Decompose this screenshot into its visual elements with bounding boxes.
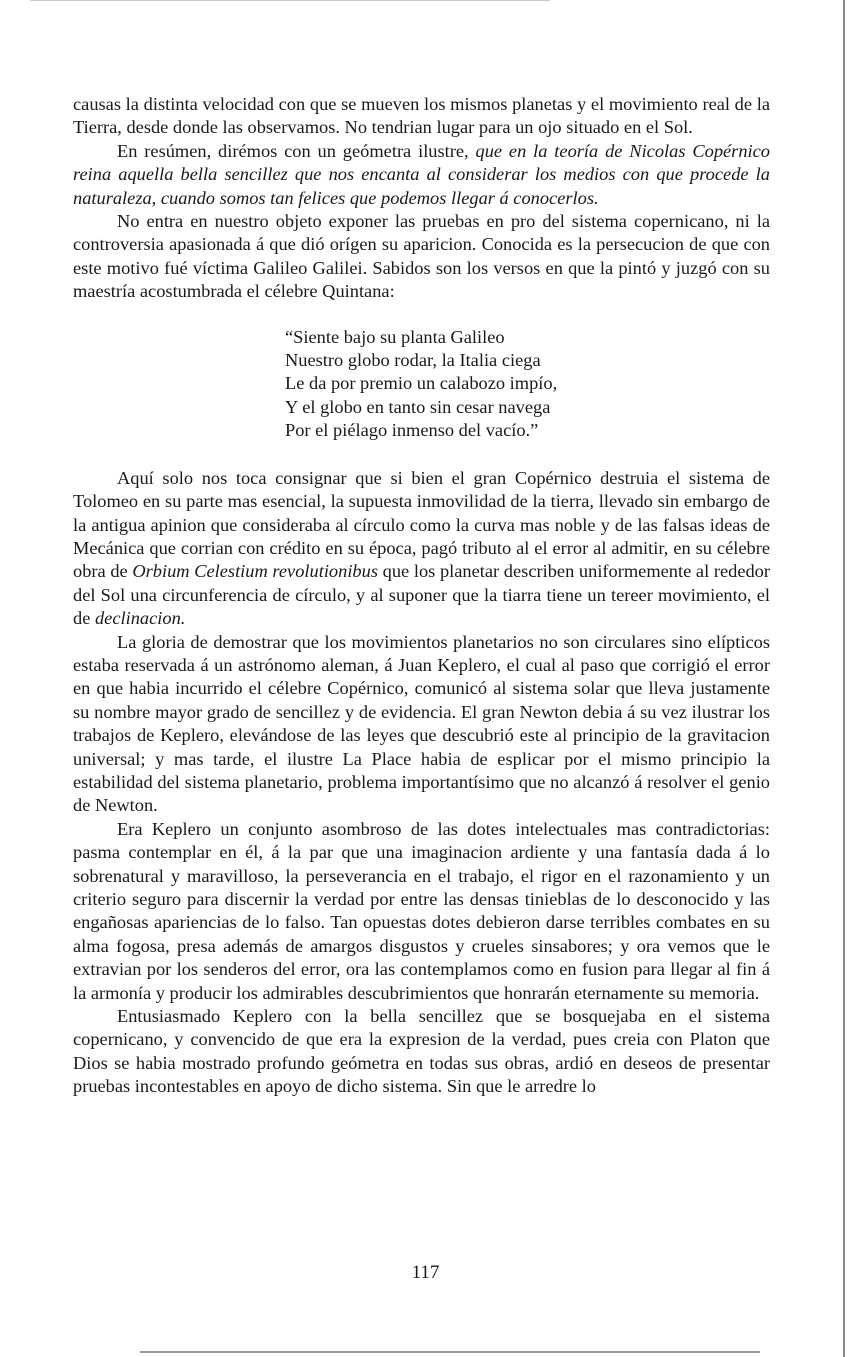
- paragraph-resumen-text: En resúmen, dirémos con un geómetra ilustre,: [117, 140, 476, 161]
- paragraph-keplero-gloria: La gloria de demostrar que los movimientos planetarios no son circulares sino elípticos estaba reservada á un astrónomo aleman, á Juan Keplero, el cual al paso que corrigió el error en que habia incurrido el célebre Copérnico, comunicó al sistema solar que lleva justamente su nombre mayor grado de sencillez y de evidencia. El gran Newton debia á su vez ilustrar los trabajos de Keplero, elevándose de las leyes que descubrió este al principio de la gravitacion universal; y mas tarde, el ilustre La Place habia de esplicar por el mismo principio la estabilidad del sistema planetario, problema importantísimo que no alcanzó á resolver el genio de Newton.: [73, 631, 770, 816]
- verse-line: Y el globo en tanto sin cesar navega: [285, 396, 551, 417]
- verse-line: Nuestro globo rodar, la Italia ciega: [285, 350, 541, 371]
- paragraph-keplero-entusiasmo: Entusiasmado Keplero con la bella sencillez que se bosquejaba en el sistema copernicano, y convencido de que era la expresion de la verdad, pues creia con Platon que Dios se habia mostrado profundo geómetra en todas sus obras, ardió en deseos de presentar pruebas incontestables en apoyo de dicho sistema. Sin que le arredre lo: [73, 1006, 770, 1097]
- scan-edge-bottom: [140, 1351, 760, 1353]
- term-declinacion: declinacion.: [94, 608, 186, 629]
- verse-line: Por el piélago inmenso del vacío.”: [285, 420, 539, 441]
- body-text: [73, 93, 770, 1099]
- scan-edge-right: [843, 0, 845, 1357]
- paragraph-copernico-text-1: Aquí solo nos toca consignar que si bien el gran Copérnico destruia el sistema de Tolomeo en su parte mas esencial, la supuesta inmovilidad de la tierra, llevado sin embargo de la antigua apinion que consideraba al círculo como la curva mas noble y de las falsas ideas de Mecánica que corrian con crédito en su época, pagó tributo al el error al admitir, en su célebre obra de: [73, 467, 770, 582]
- paragraph-resumen-quote: que en la teoría de Nicolas Copérnico reina aquella bella sencillez que nos encanta al considerar los medios con que procede la naturaleza, cuando somos tan felices que podemos llegar á conocerlos.: [73, 140, 770, 208]
- verse-quintana: [285, 326, 770, 443]
- paragraph-keplero-dotes: Era Keplero un conjunto asombroso de las dotes intelectuales mas contradictorias: pasma contemplar en él, á la par que una imaginacion ardiente y una fantasía dada á lo sobrenatural y maravilloso, la perseverancia en el trabajo, el rigor en el razonamiento y un criterio seguro para discernir la verdad por entre las densas tinieblas de lo desconocido y las engañosas apariencias de lo falso. Tan opuestas dotes debieron darse terribles combates en su alma fogosa, presa además de amargos disgustos y crueles sinsabores; y ora vemos que le extravian por los senderos del error, ora las contemplamos como en fusion para llegar al fin á la armonía y producir los admirables descubrimientos que honrarán eternamente su memoria.: [73, 818, 770, 1003]
- verse-line: Le da por premio un calabozo impío,: [285, 373, 558, 394]
- paragraph-copernico-text-2: que los planetar describen uniformemente al rededor del Sol una circunferencia de círculo, y al suponer que la tiarra tiene un tereer movimiento, el de: [73, 561, 770, 629]
- page-number: 117: [411, 1262, 440, 1283]
- paragraph-resumen: [73, 140, 770, 210]
- paragraph-controversia: No entra en nuestro objeto exponer las pruebas en pro del sistema copernicano, ni la controversia apasionada á que dió orígen su aparicion. Conocida es la persecucion de que con este motivo fué víctima Galileo Galilei. Sabidos son los versos en que la pintó y juzgó con su maestría acostumbrada el célebre Quintana:: [73, 211, 770, 302]
- verse-line: “Siente bajo su planta Galileo: [285, 326, 505, 347]
- book-title-orbium: Orbium Celestium revolutionibus: [132, 561, 378, 582]
- paragraph-continuation: causas la distinta velocidad con que se mueven los mismos planetas y el movimiento real de la Tierra, desde donde las observamos. No tendrian lugar para un ojo situado en el Sol.: [73, 94, 770, 138]
- paragraph-copernico: [73, 467, 770, 631]
- scan-edge-top: [30, 0, 550, 1]
